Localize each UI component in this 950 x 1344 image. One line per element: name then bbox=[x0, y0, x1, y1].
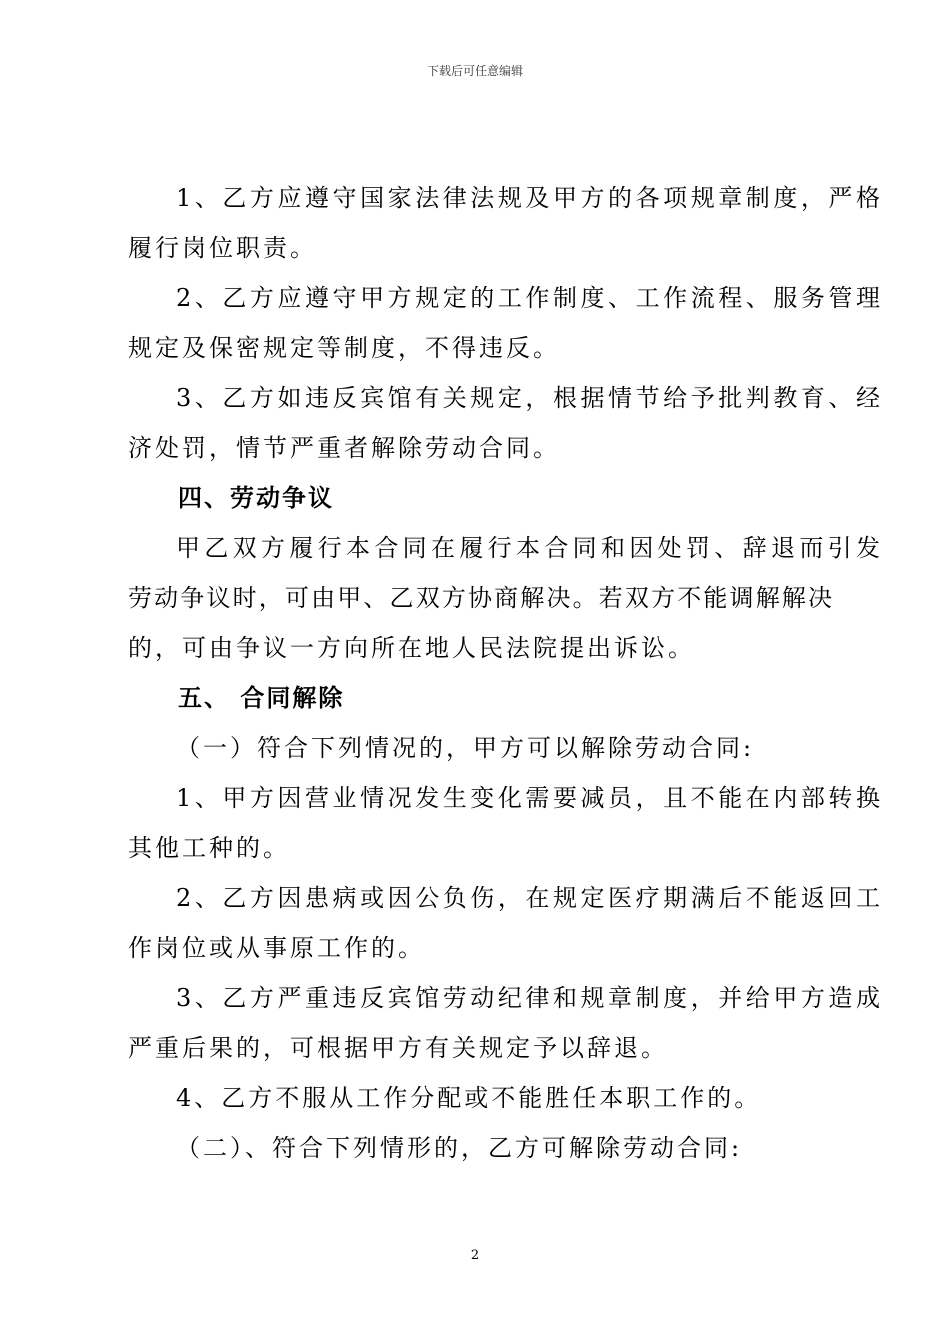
paragraph-line: 1、甲方因营业情况发生变化需要减员，且不能在内部转换 bbox=[176, 784, 880, 812]
paragraph-line: 严重后果的，可根据甲方有关规定予以辞退。 bbox=[128, 1034, 668, 1062]
page-number: 2 bbox=[470, 1248, 480, 1263]
paragraph-line: 2、乙方因患病或因公负伤，在规定医疗期满后不能返回工 bbox=[176, 884, 880, 912]
paragraph-line: 甲乙双方履行本合同在履行本合同和因处罚、辞退而引发 bbox=[176, 534, 880, 562]
paragraph-line: 3、乙方如违反宾馆有关规定，根据情节给予批判教育、经 bbox=[176, 384, 880, 412]
section-heading: 四、劳动争议 bbox=[178, 484, 334, 512]
section-heading: 五、 合同解除 bbox=[178, 684, 345, 712]
paragraph-line: 3、乙方严重违反宾馆劳动纪律和规章制度，并给甲方造成 bbox=[176, 984, 880, 1012]
paragraph-line: （二）、符合下列情形的，乙方可解除劳动合同: bbox=[176, 1134, 743, 1162]
paragraph-line: 劳动争议时，可由甲、乙双方协商解决。若双方不能调解解决 bbox=[128, 584, 832, 612]
paragraph-line: 其他工种的。 bbox=[128, 834, 290, 862]
paragraph-line: 作岗位或从事原工作的。 bbox=[128, 934, 425, 962]
paragraph-line: 4、乙方不服从工作分配或不能胜任本职工作的。 bbox=[176, 1084, 762, 1112]
paragraph-line: 的，可由争议一方向所在地人民法院提出诉讼。 bbox=[128, 634, 695, 662]
paragraph-line: （一）符合下列情况的，甲方可以解除劳动合同: bbox=[176, 734, 755, 762]
paragraph-line: 1、乙方应遵守国家法律法规及甲方的各项规章制度，严格 bbox=[176, 184, 880, 212]
page-header: 下载后可任意编辑 bbox=[426, 64, 523, 78]
paragraph-line: 2、乙方应遵守甲方规定的工作制度、工作流程、服务管理 bbox=[176, 284, 880, 312]
paragraph-line: 济处罚，情节严重者解除劳动合同。 bbox=[128, 434, 560, 462]
paragraph-line: 履行岗位职责。 bbox=[128, 234, 317, 262]
paragraph-line: 规定及保密规定等制度，不得违反。 bbox=[128, 334, 560, 362]
